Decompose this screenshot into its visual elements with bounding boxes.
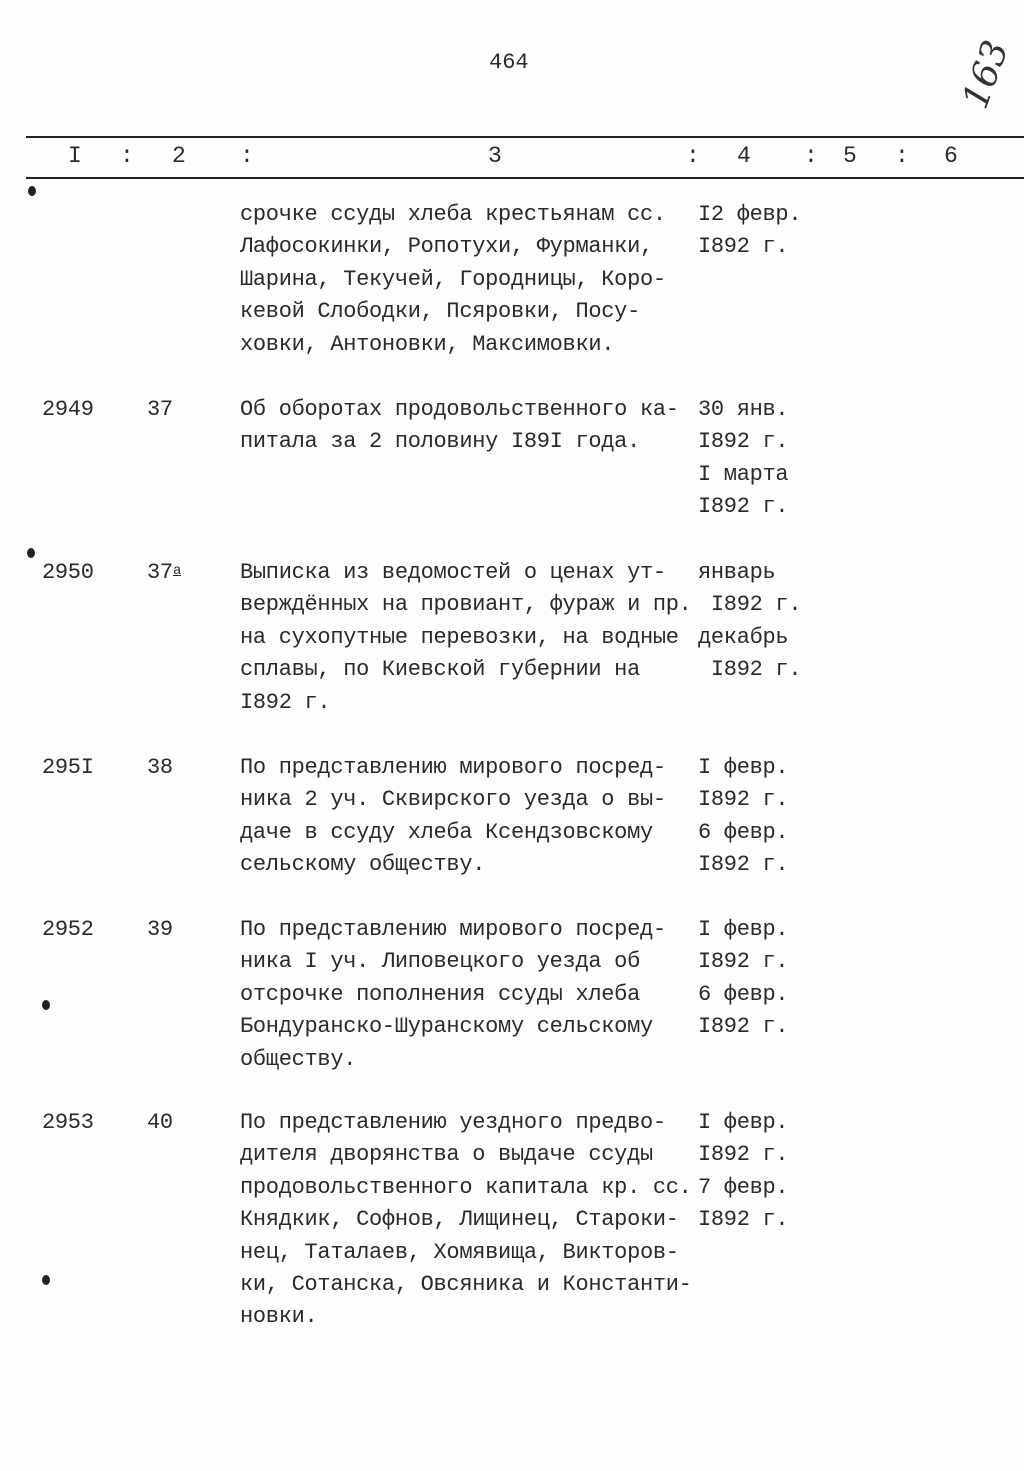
date-line: 6 февр. [698,819,789,845]
date-line: I892 г. [698,1142,789,1168]
title-line: По представлению мирового посред- [240,917,666,942]
column-header: 5 [843,143,857,169]
title-line: кевой Слободки, Псяровки, Посу- [240,299,640,325]
title-line: питала за 2 половину I89I года. [240,429,640,455]
date-line: 7 февр. [698,1174,789,1200]
punch-mark [27,548,35,558]
title-line: По представлению мирового посред- [240,755,666,780]
case-number: 295I [42,755,94,780]
title-line: новки. [240,1304,318,1330]
date-line: 30 янв. [698,397,789,422]
title-line: ника 2 уч. Сквирского уезда о вы- [240,787,666,813]
title-line: Бондуранско-Шуранскому сельскому [240,1014,653,1040]
title-line: нец, Таталаев, Хомявища, Викторов- [240,1239,679,1265]
title-line: Княдкик, Софнов, Лищинец, Староки- [240,1207,679,1233]
date-line: I2 февр. [698,202,802,227]
sheet-number: 39 [147,917,173,942]
date-line: I892 г. [698,234,789,260]
handwritten-folio-number: 163 [955,35,1018,115]
title-line: обществу. [240,1046,357,1072]
sheet-number: 37 [147,560,173,585]
date-line: I892 г. [698,949,789,975]
date-line: I февр. [698,755,789,780]
title-line: ки, Сотанска, Овсяника и Константи- [240,1272,692,1297]
punch-mark [28,186,36,196]
date-line: I892 г. [698,787,789,813]
page-number: 464 [489,50,529,75]
column-separator: : [240,143,254,169]
header-bottom-rule [26,177,1024,179]
case-number: 2949 [42,397,94,422]
case-number: 2950 [42,560,94,585]
punch-mark [42,1275,50,1285]
title-line: Выписка из ведомостей о ценах ут- [240,560,666,585]
title-line: продовольственного капитала кр. сс. [240,1174,692,1200]
case-number: 2952 [42,917,94,942]
title-line: ника I уч. Липовецкого уезда об [240,949,640,975]
date-line: январь [698,560,776,585]
column-separator: : [804,143,818,169]
date-line: I892 г. [698,1207,789,1233]
date-line: I892 г. [698,494,789,520]
date-line: I892 г. [698,592,802,618]
date-line: 6 февр. [698,981,789,1007]
title-line: ховки, Антоновки, Максимовки. [240,331,615,357]
column-separator: : [686,143,700,169]
title-line: сплавы, по Киевской губернии на [240,657,640,683]
column-header: 6 [944,143,958,169]
column-header: 3 [488,143,502,169]
header-top-rule [26,136,1024,138]
title-line: По представлению уездного предво- [240,1110,666,1135]
title-line: сельскому обществу. [240,852,486,878]
column-header: 4 [737,143,751,169]
date-line: I892 г. [698,429,789,455]
date-line: I892 г. [698,1014,789,1040]
title-line: I892 г. [240,689,331,715]
title-line: даче в ссуду хлеба Ксендзовскому [240,819,653,845]
column-header: I [68,143,82,169]
date-line: I февр. [698,1110,789,1135]
sheet-number: 40 [147,1110,173,1135]
punch-mark [42,1000,50,1010]
title-line: дителя дворянства о выдаче ссуды [240,1142,653,1168]
sheet-suffix: а [173,563,182,579]
title-line: на сухопутные перевозки, на водные [240,624,679,650]
column-separator: : [895,143,909,169]
title-line: Об оборотах продовольственного ка- [240,397,679,422]
title-line: Шарина, Текучей, Городницы, Коро- [240,266,666,292]
column-header: 2 [172,143,186,169]
title-line: срочке ссуды хлеба крестьянам сс. [240,202,666,227]
date-line: I892 г. [698,657,802,683]
case-number: 2953 [42,1110,94,1135]
title-line: Лафосокинки, Ропотухи, Фурманки, [240,234,653,260]
date-line: I марта [698,461,789,487]
title-line: отсрочке пополнения ссуды хлеба [240,981,640,1007]
sheet-number: 37 [147,397,173,422]
date-line: декабрь [698,624,789,650]
date-line: I892 г. [698,852,789,878]
title-line: верждённых на провиант, фураж и пр. [240,592,692,618]
column-separator: : [120,143,134,169]
date-line: I февр. [698,917,789,942]
sheet-number: 38 [147,755,173,780]
